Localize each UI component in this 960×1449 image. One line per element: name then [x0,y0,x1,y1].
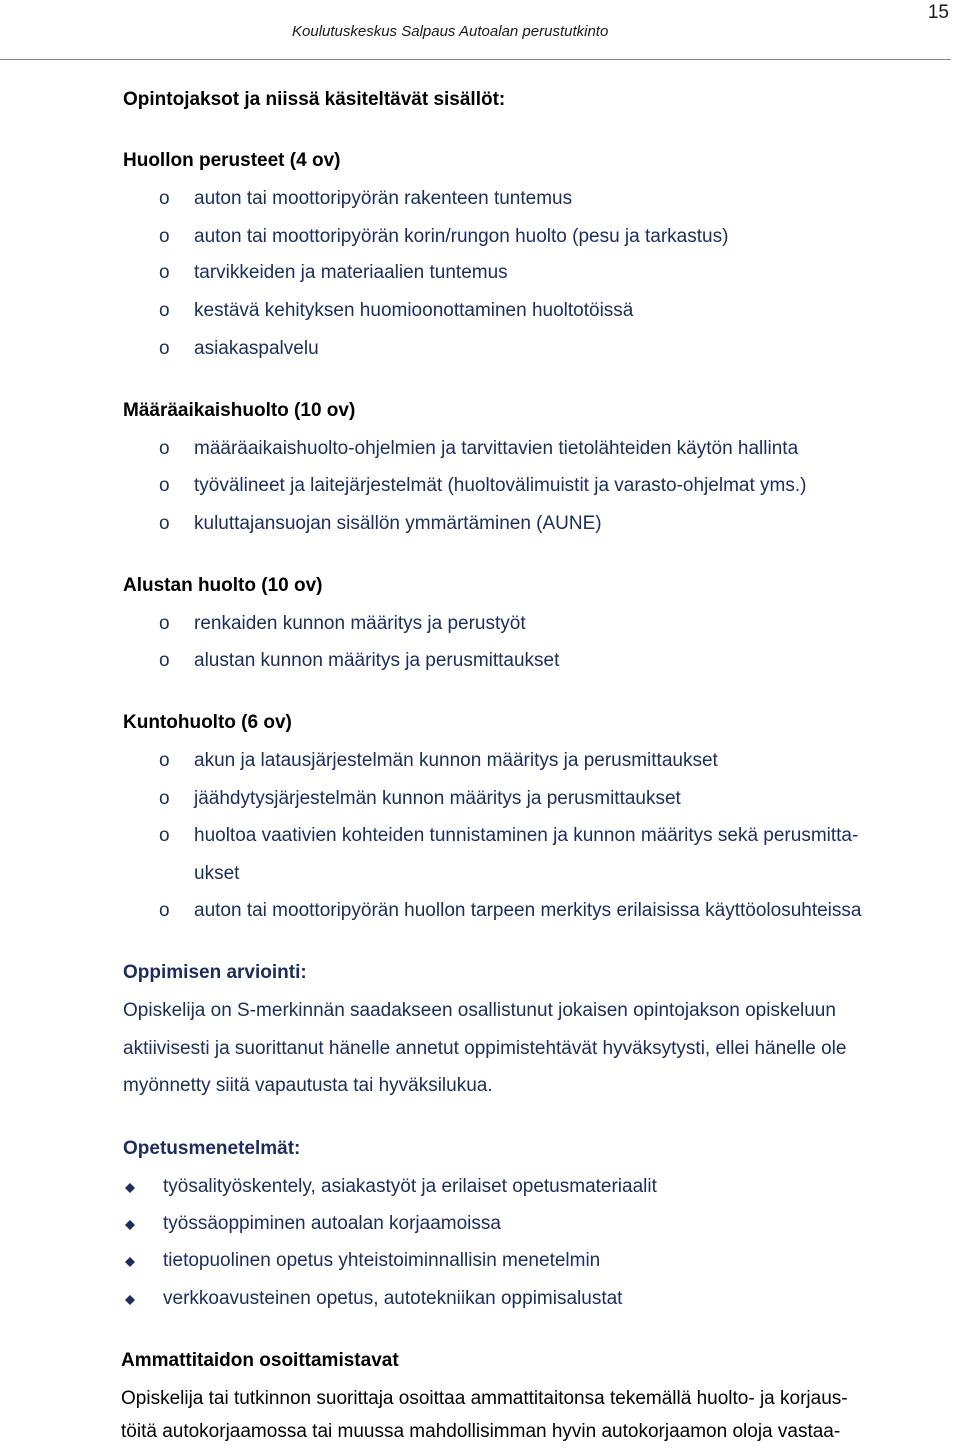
list-item [0,262,960,288]
bullet-circle-icon: o [159,338,170,359]
main-heading: Opintojaksot ja niissä käsiteltävät sisällöt: [123,89,506,110]
methods-title: Opetusmenetelmät: [123,1138,301,1159]
list-item-text: auton tai moottoripyörän rakenteen tuntemus [194,188,573,209]
list-item-text: akun ja latausjärjestelmän kunnon määritys ja perusmittaukset [194,750,718,771]
bullet-circle-icon: o [159,438,170,459]
list-item [0,1288,960,1314]
list-item-continuation [0,863,960,889]
diamond-bullet-icon [123,1218,137,1232]
list-item [0,338,960,364]
list-item [0,475,960,501]
bullet-circle-icon: o [159,513,170,534]
assessment-line: myönnetty siitä vapautusta tai hyväksilukua. [123,1075,493,1096]
list-item-text: auton tai moottoripyörän korin/rungon huolto (pesu ja tarkastus) [194,226,729,247]
assessment-line: aktiivisesti ja suorittanut hänelle annetut oppimistehtävät hyväksytysti, ellei hänelle ole [123,1038,847,1059]
list-item-text: kuluttajansuojan sisällön ymmärtäminen (AUNE) [194,513,602,534]
list-item-text: työsalityöskentely, asiakastyöt ja erilaiset opetusmateriaalit [163,1176,657,1197]
list-item [0,1213,960,1239]
list-item-text: verkkoavusteinen opetus, autotekniikan oppimisalustat [163,1288,623,1309]
bullet-circle-icon: o [159,650,170,671]
list-item [0,438,960,464]
bullet-circle-icon: o [159,613,170,634]
list-item-text: työssäoppiminen autoalan korjaamoissa [163,1213,501,1234]
bullet-circle-icon: o [159,788,170,809]
bullet-circle-icon: o [159,825,170,846]
diamond-bullet-icon [123,1255,137,1269]
section-title: Alustan huolto (10 ov) [123,575,323,596]
section-title: Kuntohuolto (6 ov) [123,712,292,733]
list-item [0,1176,960,1202]
list-item [0,188,960,214]
list-item-text: auton tai moottoripyörän huollon tarpeen merkitys erilaisissa käyttöolosuhteissa [194,900,862,921]
diamond-bullet-icon [123,1293,137,1307]
list-item-text: tietopuolinen opetus yhteistoiminnallisin menetelmin [163,1250,601,1271]
bullet-circle-icon: o [159,900,170,921]
list-item [0,825,960,851]
demonstration-title: Ammattitaidon osoittamistavat [121,1350,399,1371]
assessment-line: Opiskelija on S-merkinnän saadakseen osallistunut jokaisen opintojakson opiskeluun [123,1000,836,1021]
list-item-text: huoltoa vaativien kohteiden tunnistaminen ja kunnon määritys sekä perusmitta- [194,825,859,846]
bullet-circle-icon: o [159,300,170,321]
bullet-circle-icon: o [159,475,170,496]
diamond-bullet-icon [123,1181,137,1195]
list-item [0,300,960,326]
section-title: Huollon perusteet (4 ov) [123,150,341,171]
list-item [0,1250,960,1276]
list-item [0,650,960,676]
bullet-circle-icon: o [159,226,170,247]
header-divider [0,59,951,60]
demonstration-line: töitä autokorjaamossa tai muussa mahdollisimman hyvin autokorjaamon oloja vastaa- [121,1421,841,1442]
list-item-text: ukset [194,863,240,884]
list-item [0,513,960,539]
section-title: Määräaikaishuolto (10 ov) [123,400,356,421]
bullet-circle-icon: o [159,188,170,209]
list-item-text: kestävä kehityksen huomioonottaminen huoltotöissä [194,300,634,321]
header-title: Koulutuskeskus Salpaus Autoalan perustutkinto [292,23,609,40]
list-item [0,226,960,252]
list-item [0,900,960,926]
demonstration-line: Opiskelija tai tutkinnon suorittaja osoittaa ammattitaitonsa tekemällä huolto- ja korjaus- [121,1388,848,1409]
list-item-text: työvälineet ja laitejärjestelmät (huoltovälimuistit ja varasto-ohjelmat yms.) [194,475,807,496]
list-item [0,750,960,776]
list-item-text: alustan kunnon määritys ja perusmittaukset [194,650,560,671]
list-item-text: renkaiden kunnon määritys ja perustyöt [194,613,526,634]
list-item-text: jäähdytysjärjestelmän kunnon määritys ja perusmittaukset [194,788,681,809]
page-number: 15 [927,2,949,23]
list-item-text: asiakaspalvelu [194,338,319,359]
list-item-text: tarvikkeiden ja materiaalien tuntemus [194,262,508,283]
list-item-text: määräaikaishuolto-ohjelmien ja tarvittavien tietolähteiden käytön hallinta [194,438,799,459]
list-item [0,788,960,814]
bullet-circle-icon: o [159,750,170,771]
list-item [0,613,960,639]
assessment-title: Oppimisen arviointi: [123,962,307,983]
bullet-circle-icon: o [159,262,170,283]
